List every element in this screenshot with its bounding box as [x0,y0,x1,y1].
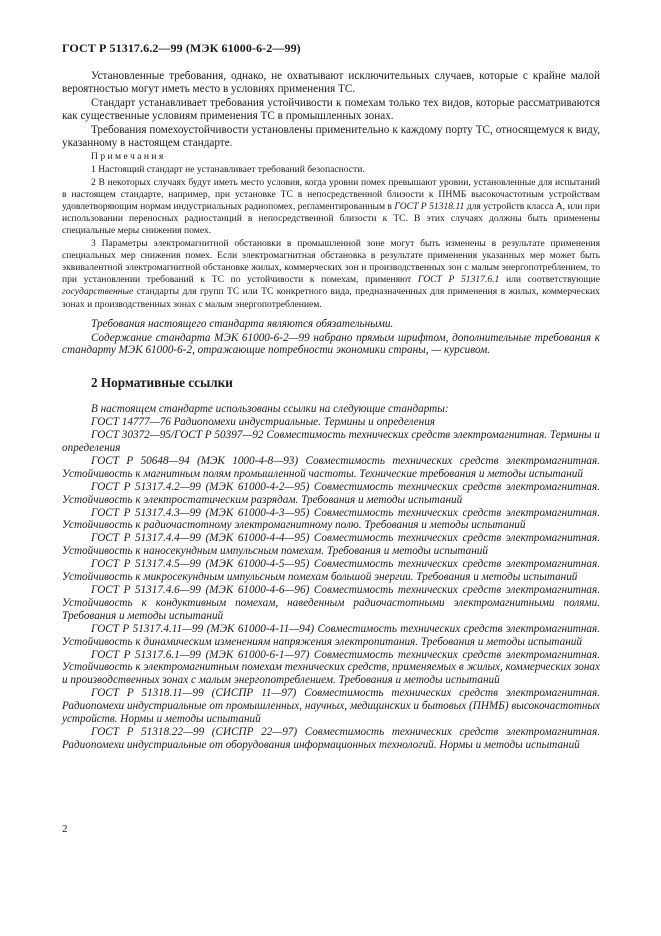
reference-item: ГОСТ Р 51318.11—99 (СИСПР 11—97) Совместимость технических средств электромагнитная. Радиопомехи индустриальные от промышленных, научных, медицинских и бытовых (ПНМБ) высокочастотных устройств. Нормы и методы испытаний [62,687,600,726]
reference-item: ГОСТ 30372—95/ГОСТ Р 50397—92 Совместимость технических средств электромагнитная. Термины и определения [62,429,600,454]
content-note: Содержание стандарта МЭК 61000-6-2—99 набрано прямым шрифтом, дополнительные требования к стандарту МЭК 61000-6-2, отражающие потребности экономики страны, — курсивом. [62,331,600,357]
reference-item: ГОСТ Р 51317.4.11—99 (МЭК 61000-4-11—94) Совместимость технических средств электромагнитная. Устойчивость к динамическим изменениям напряжения электропитания. Требования и методы испытаний [62,622,600,648]
document-body [62,70,600,752]
document-header: ГОСТ Р 51317.6.2—99 (МЭК 61000-6-2—99) [62,41,301,55]
note-3-ref: ГОСТ Р 51317.6.1 [417,274,500,286]
note-3-tail: стандарты для групп ТС или ТС конкретного вида, предназначенных для применения в жилых, коммерческих зонах и производственных зонах с малым энергопотреблением. [62,286,600,310]
note-2-text: 2 В некоторых случаях будут иметь место условия, когда уровни помех превышают уровни, установленные для испытаний в настоящем стандарте, например, при установке ТС в непосредственной близости к ПНМБ высокочастотным устройствам удовлетворяющим нормам индустриальных радиопомех, регламентированным в [62,176,600,212]
notes-title: Примечания [91,151,166,163]
note-2 [62,177,600,237]
reference-item: ГОСТ Р 51317.4.4—99 (МЭК 61000-4-4—95) Совместимость технических средств электромагнитная. Устойчивость к наносекундным импульсным помехам. Требования и методы испытаний [62,532,600,558]
reference-item: ГОСТ 14777—76 Радиопомехи индустриальные. Термины и определения [91,416,435,429]
section-2-lead: В настоящем стандарте использованы ссылки на следующие стандарты: [91,403,449,416]
reference-item: ГОСТ Р 51318.22—99 (СИСПР 22—97) Совместимость технических средств электромагнитная. Радиопомехи индустриальные от оборудования информационных технологий. Нормы и методы испытаний [62,725,600,751]
intro-paragraph-3: Требования помехоустойчивости установлены применительно к каждому порту ТС, относящемуся к виду, указанному в настоящем стандарте. [62,123,600,149]
reference-item: ГОСТ Р 51317.4.2—99 (МЭК 61000-4-2—95) Совместимость технических средств электромагнитная. Устойчивость к электростатическим разрядам. Требования и методы испытаний [62,480,600,506]
note-1: 1 Настоящий стандарт не устанавливает требований безопасности. [91,163,365,175]
reference-item: ГОСТ Р 51317.4.5—99 (МЭК 61000-4-5—95) Совместимость технических средств электромагнитная. Устойчивость к микросекундным импульсным помехам большой энергии. Требования и методы испытаний [62,558,600,584]
note-3-italic: государственные [62,286,134,298]
reference-item: ГОСТ Р 51317.4.6—99 (МЭК 61000-4-6—96) Совместимость технических средств электромагнитная. Устойчивость к кондуктивным помехам, наведенным радиочастотными электромагнитными полями. Требования и методы испытаний [62,583,600,622]
note-3-text: 3 Параметры электромагнитной обстановки в промышленной зоне могут быть изменены в результате применения специальных мер снижения помех. Если электромагнитная обстановка в результате применения указанных мер может быть эквивалентной электромагнитной обстановке жилых, коммерческих зон и производственных зон с малым энергопотреблением, то при установлении требований к ТС по устойчивости к помехам, применяют [62,238,600,286]
note-2-tail: для устройств класса А, или при использовании переносных радиостанций в непосредственной близости к ТС. В этих случаях должны быть применены специальные меры снижения помех. [62,200,600,236]
intro-paragraph-1: Установленные требования, однако, не охватывают исключительных случаев, которые с крайне малой вероятностью могут иметь место в условиях применения ТС. [62,70,600,95]
intro-paragraph-2: Стандарт устанавливает требования устойчивости к помехам только тех видов, которые рассматриваются как существенные условиям применения ТС в промышленных зонах. [62,96,600,122]
note-3-mid: или соответствующие [505,274,601,286]
reference-item: ГОСТ Р 50648—94 (МЭК 1000-4-8—93) Совместимость технических средств электромагнитная. Устойчивость к магнитным полям промышленной частоты. Технические требования и методы испытаний [62,454,600,480]
reference-item: ГОСТ Р 51317.6.1—99 (МЭК 61000-6-1—97) Совместимость технических средств электромагнитная. Устойчивость к электромагнитным помехам технических средств, применяемых в жилых, коммерческих зонах и производственных зонах с малым энергопотреблением. Требования и методы испытаний [62,648,600,687]
reference-item: ГОСТ Р 51317.4.3—99 (МЭК 61000-4-3—95) Совместимость технических средств электромагнитная. Устойчивость к радиочастотному электромагнитному полю. Требования и методы испытаний [62,506,600,532]
section-2-heading: 2 Нормативные ссылки [91,375,233,391]
note-2-ref: ГОСТ Р 51318.11 [394,200,465,212]
note-3 [62,238,600,311]
page-number: 2 [62,823,68,835]
mandatory-statement: Требования настоящего стандарта являются обязательными. [91,317,394,330]
